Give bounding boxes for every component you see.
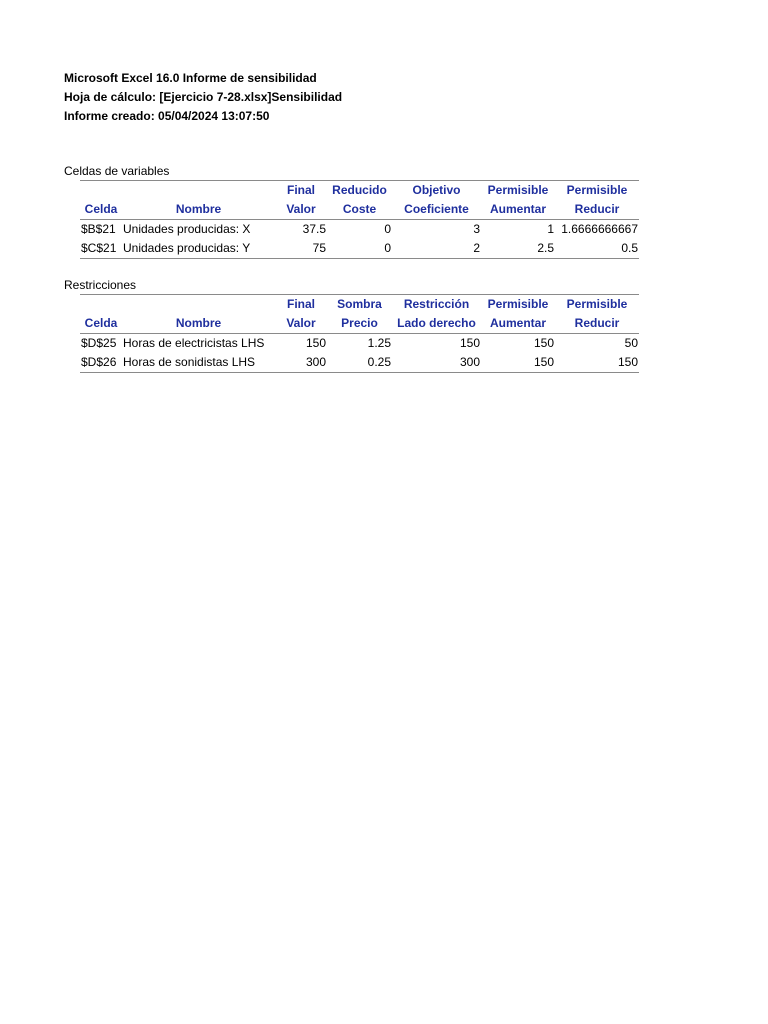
cell-nombre: Horas de electricistas LHS <box>123 336 265 350</box>
cell-reducir: 50 <box>624 336 638 350</box>
col-header-reducir: Reducir <box>555 314 639 334</box>
col-header-coeficiente: Coeficiente <box>392 200 481 220</box>
table-row <box>80 353 639 373</box>
cell-valor: 150 <box>305 336 326 350</box>
cell-valor: 300 <box>275 353 327 373</box>
variables-header-row-bottom <box>80 200 639 220</box>
col-header-lado-derecho: Lado derecho <box>392 314 481 334</box>
cell-reducir: 150 <box>555 353 639 373</box>
table-row <box>80 334 639 354</box>
report-title: Microsoft Excel 16.0 Informe de sensibilidad <box>64 71 317 85</box>
cell-nombre: Unidades producidas: X <box>123 222 251 236</box>
variables-section-title: Celdas de variables <box>64 164 170 178</box>
cell-aumentar: 1 <box>547 222 554 236</box>
cell-precio: 1.25 <box>367 336 391 350</box>
col-header-coste: Coste <box>327 200 392 220</box>
cell-celda: $C$21 <box>80 239 122 259</box>
col-header-reducir: Reducir <box>555 200 639 220</box>
col-header-sombra: Sombra <box>327 295 392 315</box>
col-header-final: Final <box>275 181 327 201</box>
variables-table <box>80 180 639 259</box>
col-header-celda: Celda <box>80 314 122 334</box>
worksheet-name: Hoja de cálculo: [Ejercicio 7-28.xlsx]Sensibilidad <box>64 90 343 104</box>
constraints-section-title: Restricciones <box>64 278 137 292</box>
cell-nombre: Horas de sonidistas LHS <box>122 353 275 373</box>
cell-coste: 0 <box>327 239 392 259</box>
cell-valor: 37.5 <box>302 222 326 236</box>
cell-reducir: 1.6666666667 <box>561 222 638 236</box>
cell-coeficiente: 2 <box>392 239 481 259</box>
cell-nombre: Unidades producidas: Y <box>122 239 275 259</box>
col-header-permisible: Permisible <box>555 295 639 315</box>
col-header-aumentar: Aumentar <box>481 200 555 220</box>
cell-celda: $B$21 <box>81 222 116 236</box>
constraints-header-row-bottom <box>80 314 639 334</box>
col-header-nombre: Nombre <box>122 314 275 334</box>
cell-aumentar: 150 <box>533 336 554 350</box>
col-header-precio: Precio <box>327 314 392 334</box>
constraints-header-row-top <box>80 295 639 315</box>
variables-header-row-top <box>80 181 639 201</box>
col-header-celda: Celda <box>80 200 122 220</box>
constraints-table <box>80 294 639 373</box>
cell-lado-derecho: 300 <box>392 353 481 373</box>
col-header-aumentar: Aumentar <box>481 314 555 334</box>
cell-coeficiente: 3 <box>473 222 480 236</box>
col-header-permisible: Permisible <box>481 181 555 201</box>
report-header <box>64 69 342 126</box>
cell-aumentar: 150 <box>481 353 555 373</box>
col-header-valor: Valor <box>275 314 327 334</box>
cell-lado-derecho: 150 <box>459 336 480 350</box>
cell-reducir: 0.5 <box>555 239 639 259</box>
col-header-reducido: Reducido <box>327 181 392 201</box>
col-header <box>80 181 122 201</box>
col-header <box>122 295 275 315</box>
cell-coste: 0 <box>384 222 391 236</box>
cell-celda: $D$25 <box>81 336 117 350</box>
col-header-final: Final <box>275 295 327 315</box>
report-created: Informe creado: 05/04/2024 13:07:50 <box>64 109 270 123</box>
col-header <box>122 181 275 201</box>
col-header <box>80 295 122 315</box>
col-header-permisible: Permisible <box>481 295 555 315</box>
col-header-restriccion: Restricción <box>392 295 481 315</box>
table-row <box>80 220 639 240</box>
cell-celda: $D$26 <box>80 353 122 373</box>
col-header-valor: Valor <box>275 200 327 220</box>
table-row <box>80 239 639 259</box>
cell-aumentar: 2.5 <box>481 239 555 259</box>
cell-precio: 0.25 <box>327 353 392 373</box>
col-header-permisible: Permisible <box>555 181 639 201</box>
col-header-objetivo: Objetivo <box>392 181 481 201</box>
cell-valor: 75 <box>275 239 327 259</box>
col-header-nombre: Nombre <box>122 200 275 220</box>
